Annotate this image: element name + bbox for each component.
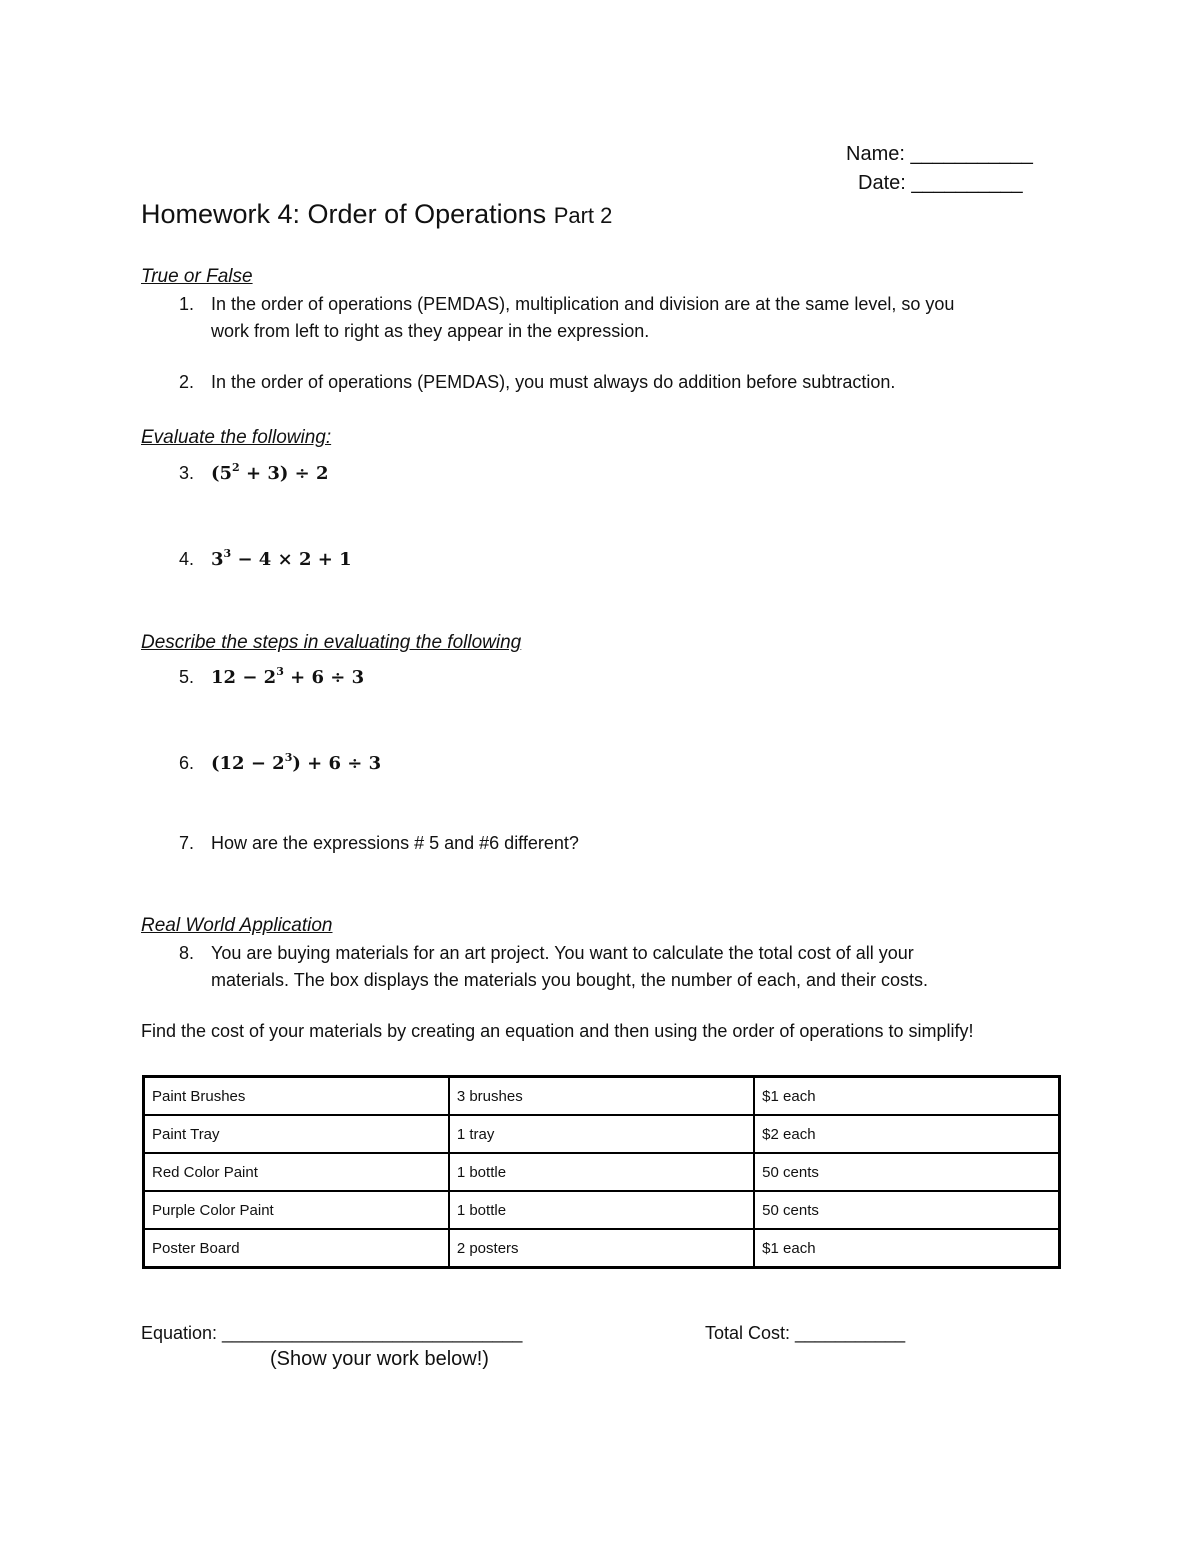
section-describe: Describe the steps in evaluating the following	[141, 632, 522, 653]
section-real-world: Real World Application	[141, 915, 333, 936]
table-cell: $2 each	[754, 1115, 1059, 1153]
question-4	[0, 549, 1200, 579]
table-cell: Paint Brushes	[144, 1077, 449, 1116]
equation-field[interactable]: Equation: ______________________________	[141, 1323, 523, 1343]
exponent: 3	[276, 665, 284, 678]
question-number: 6.	[178, 753, 194, 773]
question-text-line2: materials. The box displays the materials you bought, the number of each, and their costs.	[211, 970, 929, 990]
question-number: 8.	[178, 943, 194, 963]
exponent: 3	[223, 547, 232, 560]
question-text: In the order of operations (PEMDAS), you must always do addition before subtraction.	[211, 372, 896, 392]
question-8	[0, 943, 1200, 1003]
question-number: 4.	[178, 549, 194, 569]
table-cell: 50 cents	[754, 1153, 1059, 1191]
question-text-line1: In the order of operations (PEMDAS), multiplication and division are at the same level, so you	[211, 294, 955, 314]
table-cell: Paint Tray	[144, 1115, 449, 1153]
table-row	[144, 1077, 1060, 1116]
question-3	[0, 463, 1200, 493]
math-expression: $3^3 - 4 \times 2 + 1$	[211, 547, 352, 570]
table-cell: Red Color Paint	[144, 1153, 449, 1191]
table-cell: 1 bottle	[449, 1153, 754, 1191]
question-1	[0, 294, 1200, 354]
table-cell: 50 cents	[754, 1191, 1059, 1229]
math-expression: $(12 - 2^3) + 6 \div 3$	[211, 751, 382, 774]
math-expression: $(5^2 + 3) \div 2$	[211, 461, 329, 484]
question-6	[0, 753, 1200, 783]
table-row	[144, 1153, 1060, 1191]
exponent: 2	[232, 461, 240, 474]
title-main: Homework 4: Order of Operations	[141, 199, 547, 229]
table-cell: $1 each	[754, 1077, 1059, 1116]
question-text: How are the expressions # 5 and #6 different?	[211, 833, 579, 853]
table-cell: 3 brushes	[449, 1077, 754, 1116]
question-7	[0, 833, 1200, 863]
question-number: 5.	[178, 667, 194, 687]
title-part: Part 2	[553, 203, 613, 228]
section-true-false: True or False	[141, 266, 253, 287]
date-field[interactable]: Date: __________	[858, 172, 1023, 194]
math-expression: $12 - 2^3 + 6 \div 3$	[211, 665, 365, 688]
table-cell: Poster Board	[144, 1229, 449, 1268]
table-cell: 1 tray	[449, 1115, 754, 1153]
table-row	[144, 1115, 1060, 1153]
table-cell: $1 each	[754, 1229, 1059, 1268]
question-number: 7.	[178, 833, 194, 853]
table-cell: 2 posters	[449, 1229, 754, 1268]
question-number: 2.	[178, 372, 194, 392]
table-row	[144, 1229, 1060, 1268]
table-row	[144, 1191, 1060, 1229]
question-text-line2: work from left to right as they appear in the expression.	[211, 321, 650, 341]
total-cost-field[interactable]: Total Cost: ___________	[705, 1323, 906, 1343]
question-number: 1.	[178, 294, 194, 314]
section-evaluate: Evaluate the following:	[141, 427, 332, 448]
exponent: 3	[284, 751, 293, 764]
name-field[interactable]: Name: ___________	[846, 143, 1033, 165]
materials-table	[142, 1075, 1061, 1269]
show-work-note: (Show your work below!)	[270, 1348, 489, 1370]
instruction-text: Find the cost of your materials by creating an equation and then using the order of operations to simplify!	[141, 1021, 974, 1041]
question-2	[0, 372, 1200, 402]
table-cell: Purple Color Paint	[144, 1191, 449, 1229]
question-text-line1: You are buying materials for an art project. You want to calculate the total cost of all your	[211, 943, 914, 963]
table-cell: 1 bottle	[449, 1191, 754, 1229]
question-number: 3.	[178, 463, 194, 483]
page-title	[141, 199, 612, 230]
question-5	[0, 667, 1200, 697]
